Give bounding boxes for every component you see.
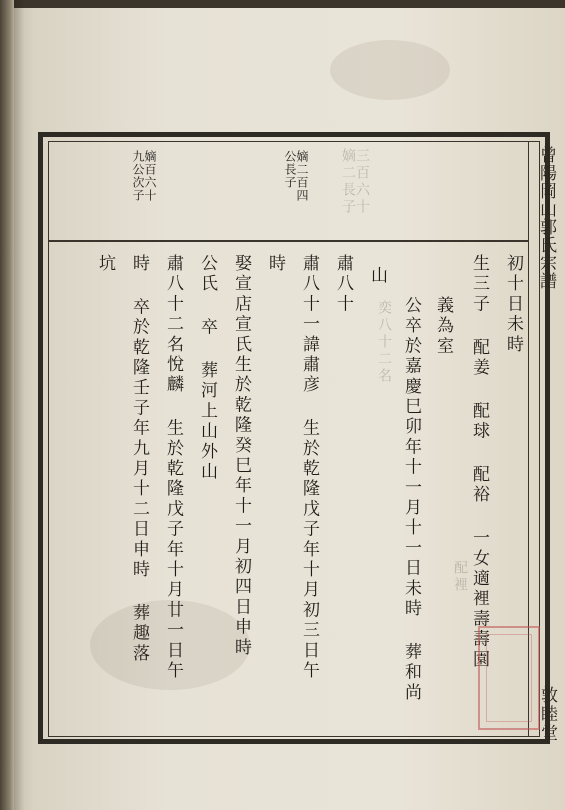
text-column-12: 時 卒於乾隆壬子年九月十二日申時 葬趣落: [129, 254, 149, 664]
bleed-through-text: 嫡二長子: [340, 148, 356, 216]
upper-note-right-1: 嫡二百四: [295, 150, 309, 202]
text-column-9: 娶宣店宣氏生於乾隆癸巳年十一月初四日申時: [231, 254, 251, 658]
hall-name: 敦睦堂: [537, 686, 557, 743]
text-column-7: 肅八十一諱肅彦 生於乾隆戊子年十月初三日午: [299, 254, 319, 682]
paper-stain: [330, 40, 450, 100]
text-column-1: 初十日未時: [503, 254, 523, 355]
text-column-11: 肅八十二名悅麟 生於乾隆戊子年十月廿一日午: [163, 254, 183, 682]
text-column-10: 公氏 卒 葬河上山外山: [197, 254, 217, 483]
text-column-13: 坑: [95, 254, 115, 275]
bleed-through-text: 配裡: [452, 560, 468, 594]
bleed-through-text: 三百六十: [354, 148, 370, 216]
text-column-5: 山: [367, 266, 387, 287]
bleed-through-text: 奕八十二名: [376, 300, 392, 385]
text-column-2: 生三子 配姜 配球 配裕 一女適裡壽壽園: [469, 254, 489, 670]
book-top-edge: [0, 0, 565, 8]
book-spine: [0, 0, 14, 810]
upper-note-left-2: 九公次子: [131, 150, 145, 202]
text-column-3: 義為室: [433, 296, 453, 357]
print-frame-inner: [48, 141, 540, 737]
page-fold-shadow: [14, 0, 24, 810]
upper-note-left-1: 嫡百六十: [143, 150, 157, 202]
genealogy-title: 曾陽岡山郭氏宗譜: [536, 146, 556, 290]
collector-seal-stamp: [478, 626, 540, 730]
text-column-4: 公卒於嘉慶巳卯年十一月十一日未時 葬和尚: [401, 296, 421, 703]
text-column-6: 肅八十: [333, 254, 353, 315]
upper-note-right-2: 公長子: [283, 150, 297, 189]
register-divider: [48, 240, 528, 242]
text-column-8: 時: [265, 254, 285, 275]
